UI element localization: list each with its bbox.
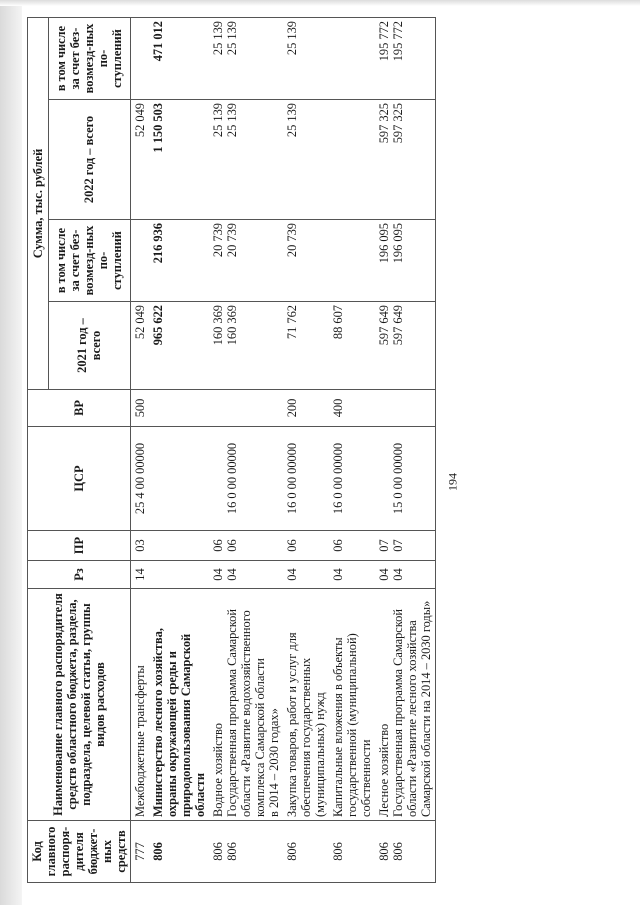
cell-2022-free: 471 012 <box>149 18 209 100</box>
cell-pr: 03 <box>131 531 150 561</box>
cell-vr: 200 <box>283 390 329 427</box>
cell-2021-total: 965 622 <box>149 302 209 390</box>
table-body <box>131 18 436 883</box>
budget-table <box>27 17 436 883</box>
cell-2021-total: 52 049 <box>131 302 150 390</box>
cell-2021-free: 196 095 196 095 <box>375 220 436 302</box>
cell-name: Капитальные вложения в объекты государственной (муниципальной) собственности <box>329 589 375 821</box>
cell-2021-free: 216 936 <box>149 220 209 302</box>
cell-2022-total: 25 139 25 139 <box>209 100 283 220</box>
scan-edge-top <box>0 0 640 6</box>
cell-vr <box>209 390 283 427</box>
table-row <box>329 18 375 883</box>
cell-2022-total: 52 049 <box>131 100 150 220</box>
cell-2021-total: 597 649 597 649 <box>375 302 436 390</box>
header-sum: Сумма, тыс. рублей <box>28 18 49 390</box>
cell-name: Межбюджетные трансферты <box>131 589 150 821</box>
cell-code: 806 806 <box>209 821 283 883</box>
header-row-1 <box>28 18 49 883</box>
cell-csr: 25 4 00 00000 <box>131 427 150 531</box>
cell-2022-free: 195 772 195 772 <box>375 18 436 100</box>
cell-csr: 15 0 00 00000 <box>375 427 436 531</box>
header-name: Наименование главного распорядителя средств областного бюджета, раздела, подраздела, целевой статьи, группы видов расходов <box>28 589 131 821</box>
cell-code: 806 <box>149 821 209 883</box>
cell-rz: 04 <box>283 561 329 589</box>
scan-edge-left <box>0 0 22 905</box>
cell-2022-free <box>329 18 375 100</box>
cell-2021-free <box>329 220 375 302</box>
cell-pr: 06 <box>329 531 375 561</box>
header-rz: Рз <box>28 561 131 589</box>
cell-2022-total: 25 139 <box>283 100 329 220</box>
cell-rz: 14 <box>131 561 150 589</box>
cell-vr: 500 <box>131 390 150 427</box>
cell-rz: 04 <box>329 561 375 589</box>
cell-pr: 06 <box>283 531 329 561</box>
header-csr: ЦСР <box>28 427 131 531</box>
cell-vr: 400 <box>329 390 375 427</box>
cell-csr: 16 0 00 00000 <box>329 427 375 531</box>
cell-csr <box>149 427 209 531</box>
cell-rz: 04 04 <box>209 561 283 589</box>
cell-name: Лесное хозяйство Государственная программа Самарской области «Развитие лесного хозяйства Самарской области на 2014 – 2030 годы» <box>375 589 436 821</box>
cell-code: 806 806 <box>375 821 436 883</box>
cell-2021-total: 88 607 <box>329 302 375 390</box>
table-row <box>149 18 209 883</box>
cell-code: 777 <box>131 821 150 883</box>
cell-vr <box>375 390 436 427</box>
rotated-table-container <box>27 18 617 883</box>
cell-pr <box>149 531 209 561</box>
header-2021-total: 2021 год – всего <box>48 302 130 390</box>
cell-name: Водное хозяйство Государственная программа Самарской области «Развитие водохозяйственного комплекса Самарской области в 2014 – 2030 годах» <box>209 589 283 821</box>
header-2022-free: в том числе за счет без-возмезд-ных по-ступлений <box>48 18 130 100</box>
cell-code: 806 <box>329 821 375 883</box>
cell-2021-free <box>131 220 150 302</box>
cell-2021-free: 20 739 20 739 <box>209 220 283 302</box>
cell-2022-total: 1 150 503 <box>149 100 209 220</box>
header-pr: ПР <box>28 531 131 561</box>
cell-2021-free: 20 739 <box>283 220 329 302</box>
cell-pr: 06 06 <box>209 531 283 561</box>
cell-2022-total <box>329 100 375 220</box>
cell-csr: 16 0 00 00000 <box>209 427 283 531</box>
cell-2022-free <box>131 18 150 100</box>
header-2021-free: в том числе за счет без-возмезд-ных по-ступлений <box>48 220 130 302</box>
header-vr: ВР <box>28 390 131 427</box>
page-number: 194 <box>445 473 460 491</box>
cell-rz: 04 04 <box>375 561 436 589</box>
table-row <box>283 18 329 883</box>
table-row <box>375 18 436 883</box>
cell-code: 806 <box>283 821 329 883</box>
cell-rz <box>149 561 209 589</box>
cell-csr: 16 0 00 00000 <box>283 427 329 531</box>
table-row <box>131 18 150 883</box>
cell-name: Министерство лесного хозяйства, охраны окружающей среды и природопользования Самарской области <box>149 589 209 821</box>
cell-2022-free: 25 139 25 139 <box>209 18 283 100</box>
cell-name: Закупка товаров, работ и услуг для обеспечения государственных (муниципальных) нужд <box>283 589 329 821</box>
cell-vr <box>149 390 209 427</box>
cell-2021-total: 71 762 <box>283 302 329 390</box>
cell-2022-total: 597 325 597 325 <box>375 100 436 220</box>
cell-pr: 07 07 <box>375 531 436 561</box>
cell-2021-total: 160 369 160 369 <box>209 302 283 390</box>
header-2022-total: 2022 год – всего <box>48 100 130 220</box>
table-row <box>209 18 283 883</box>
cell-2022-free: 25 139 <box>283 18 329 100</box>
header-code: Код главного распоря-дителя бюджет-ных средств <box>28 821 131 883</box>
